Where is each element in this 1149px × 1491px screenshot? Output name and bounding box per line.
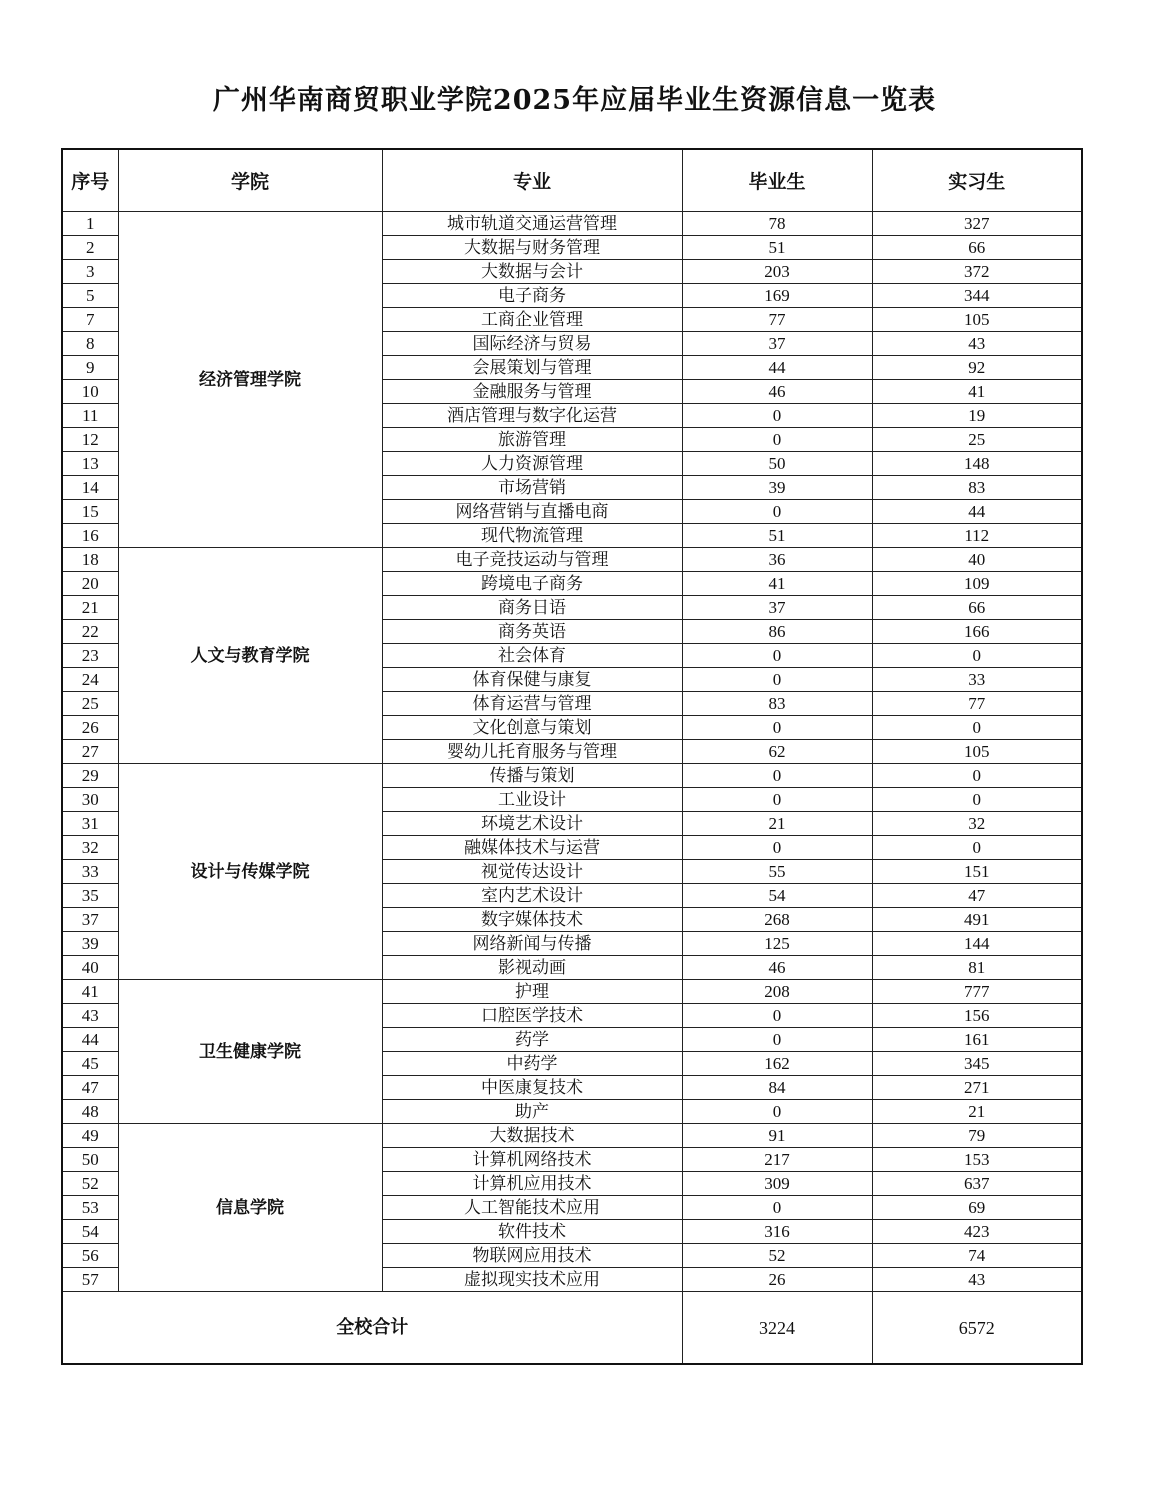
graduates-count: 50 — [682, 452, 872, 476]
graduates-count: 169 — [682, 284, 872, 308]
major-name: 国际经济与贸易 — [382, 332, 682, 356]
major-name: 酒店管理与数字化运营 — [382, 404, 682, 428]
graduates-count: 217 — [682, 1148, 872, 1172]
interns-count: 41 — [872, 380, 1082, 404]
table-row — [62, 1124, 1082, 1148]
row-number: 41 — [62, 980, 118, 1004]
interns-count: 32 — [872, 812, 1082, 836]
graduates-count: 0 — [682, 404, 872, 428]
interns-count: 43 — [872, 1268, 1082, 1292]
interns-count: 83 — [872, 476, 1082, 500]
graduates-count: 52 — [682, 1244, 872, 1268]
table-row — [62, 548, 1082, 572]
header-interns: 实习生 — [872, 149, 1082, 212]
college-name: 设计与传媒学院 — [118, 764, 382, 980]
row-number: 26 — [62, 716, 118, 740]
header-graduates: 毕业生 — [682, 149, 872, 212]
row-number: 25 — [62, 692, 118, 716]
row-number: 8 — [62, 332, 118, 356]
row-number: 2 — [62, 236, 118, 260]
major-name: 融媒体技术与运营 — [382, 836, 682, 860]
major-name: 计算机应用技术 — [382, 1172, 682, 1196]
row-number: 32 — [62, 836, 118, 860]
interns-count: 423 — [872, 1220, 1082, 1244]
major-name: 婴幼儿托育服务与管理 — [382, 740, 682, 764]
interns-count: 19 — [872, 404, 1082, 428]
major-name: 中医康复技术 — [382, 1076, 682, 1100]
graduates-count: 44 — [682, 356, 872, 380]
graduates-count: 0 — [682, 716, 872, 740]
graduates-count: 0 — [682, 644, 872, 668]
major-name: 人力资源管理 — [382, 452, 682, 476]
row-number: 11 — [62, 404, 118, 428]
graduates-count: 62 — [682, 740, 872, 764]
graduates-count: 0 — [682, 1100, 872, 1124]
major-name: 计算机网络技术 — [382, 1148, 682, 1172]
header-college: 学院 — [118, 149, 382, 212]
interns-count: 69 — [872, 1196, 1082, 1220]
interns-count: 0 — [872, 716, 1082, 740]
row-number: 1 — [62, 212, 118, 236]
major-name: 社会体育 — [382, 644, 682, 668]
graduates-count: 78 — [682, 212, 872, 236]
interns-count: 44 — [872, 500, 1082, 524]
major-name: 电子竞技运动与管理 — [382, 548, 682, 572]
interns-count: 74 — [872, 1244, 1082, 1268]
interns-count: 81 — [872, 956, 1082, 980]
interns-count: 105 — [872, 740, 1082, 764]
major-name: 现代物流管理 — [382, 524, 682, 548]
graduates-count: 125 — [682, 932, 872, 956]
graduates-count: 0 — [682, 764, 872, 788]
interns-count: 43 — [872, 332, 1082, 356]
interns-count: 109 — [872, 572, 1082, 596]
major-name: 文化创意与策划 — [382, 716, 682, 740]
major-name: 大数据与会计 — [382, 260, 682, 284]
row-number: 7 — [62, 308, 118, 332]
row-number: 27 — [62, 740, 118, 764]
interns-count: 47 — [872, 884, 1082, 908]
interns-count: 25 — [872, 428, 1082, 452]
interns-count: 144 — [872, 932, 1082, 956]
row-number: 10 — [62, 380, 118, 404]
interns-count: 0 — [872, 788, 1082, 812]
interns-count: 112 — [872, 524, 1082, 548]
row-number: 43 — [62, 1004, 118, 1028]
graduates-count: 208 — [682, 980, 872, 1004]
interns-count: 0 — [872, 764, 1082, 788]
major-name: 中药学 — [382, 1052, 682, 1076]
major-name: 商务日语 — [382, 596, 682, 620]
row-number: 37 — [62, 908, 118, 932]
interns-count: 166 — [872, 620, 1082, 644]
table-header-row — [62, 149, 1082, 212]
major-name: 工业设计 — [382, 788, 682, 812]
major-name: 软件技术 — [382, 1220, 682, 1244]
interns-count: 92 — [872, 356, 1082, 380]
graduates-count: 39 — [682, 476, 872, 500]
major-name: 电子商务 — [382, 284, 682, 308]
graduates-count: 26 — [682, 1268, 872, 1292]
row-number: 3 — [62, 260, 118, 284]
college-name: 信息学院 — [118, 1124, 382, 1292]
graduates-count: 83 — [682, 692, 872, 716]
row-number: 31 — [62, 812, 118, 836]
graduates-count: 55 — [682, 860, 872, 884]
row-number: 44 — [62, 1028, 118, 1052]
graduates-count: 0 — [682, 836, 872, 860]
major-name: 助产 — [382, 1100, 682, 1124]
major-name: 市场营销 — [382, 476, 682, 500]
document-title: 广州华南商贸职业学院2025年应届毕业生资源信息一览表 — [212, 85, 937, 116]
interns-count: 148 — [872, 452, 1082, 476]
graduates-count: 37 — [682, 596, 872, 620]
graduates-count: 54 — [682, 884, 872, 908]
graduates-count: 77 — [682, 308, 872, 332]
row-number: 54 — [62, 1220, 118, 1244]
major-name: 人工智能技术应用 — [382, 1196, 682, 1220]
graduates-count: 0 — [682, 1004, 872, 1028]
row-number: 57 — [62, 1268, 118, 1292]
interns-count: 777 — [872, 980, 1082, 1004]
row-number: 20 — [62, 572, 118, 596]
graduates-count: 162 — [682, 1052, 872, 1076]
major-name: 数字媒体技术 — [382, 908, 682, 932]
graduates-count: 51 — [682, 524, 872, 548]
interns-count: 33 — [872, 668, 1082, 692]
row-number: 24 — [62, 668, 118, 692]
major-name: 传播与策划 — [382, 764, 682, 788]
major-name: 工商企业管理 — [382, 308, 682, 332]
graduates-count: 316 — [682, 1220, 872, 1244]
interns-count: 40 — [872, 548, 1082, 572]
interns-count: 66 — [872, 236, 1082, 260]
major-name: 旅游管理 — [382, 428, 682, 452]
table-row — [62, 980, 1082, 1004]
row-number: 16 — [62, 524, 118, 548]
major-name: 护理 — [382, 980, 682, 1004]
graduates-count: 41 — [682, 572, 872, 596]
row-number: 30 — [62, 788, 118, 812]
graduates-count: 91 — [682, 1124, 872, 1148]
row-number: 9 — [62, 356, 118, 380]
row-number: 39 — [62, 932, 118, 956]
interns-count: 21 — [872, 1100, 1082, 1124]
graduates-count: 0 — [682, 1028, 872, 1052]
row-number: 22 — [62, 620, 118, 644]
graduates-count: 0 — [682, 428, 872, 452]
interns-count: 151 — [872, 860, 1082, 884]
graduates-count: 0 — [682, 788, 872, 812]
row-number: 12 — [62, 428, 118, 452]
interns-count: 0 — [872, 644, 1082, 668]
row-number: 33 — [62, 860, 118, 884]
major-name: 物联网应用技术 — [382, 1244, 682, 1268]
major-name: 环境艺术设计 — [382, 812, 682, 836]
graduates-count: 37 — [682, 332, 872, 356]
graduates-count: 84 — [682, 1076, 872, 1100]
row-number: 40 — [62, 956, 118, 980]
row-number: 14 — [62, 476, 118, 500]
interns-count: 345 — [872, 1052, 1082, 1076]
row-number: 15 — [62, 500, 118, 524]
major-name: 影视动画 — [382, 956, 682, 980]
row-number: 49 — [62, 1124, 118, 1148]
major-name: 体育保健与康复 — [382, 668, 682, 692]
major-name: 金融服务与管理 — [382, 380, 682, 404]
interns-count: 0 — [872, 836, 1082, 860]
college-name: 人文与教育学院 — [118, 548, 382, 764]
graduates-count: 46 — [682, 956, 872, 980]
major-name: 视觉传达设计 — [382, 860, 682, 884]
row-number: 52 — [62, 1172, 118, 1196]
major-name: 大数据与财务管理 — [382, 236, 682, 260]
graduates-count: 36 — [682, 548, 872, 572]
interns-count: 372 — [872, 260, 1082, 284]
row-number: 35 — [62, 884, 118, 908]
header-major: 专业 — [382, 149, 682, 212]
major-name: 网络营销与直播电商 — [382, 500, 682, 524]
major-name: 跨境电子商务 — [382, 572, 682, 596]
row-number: 18 — [62, 548, 118, 572]
total-label: 全校合计 — [62, 1292, 682, 1365]
interns-count: 327 — [872, 212, 1082, 236]
total-interns: 6572 — [872, 1292, 1082, 1365]
total-row — [62, 1292, 1082, 1365]
major-name: 药学 — [382, 1028, 682, 1052]
interns-count: 156 — [872, 1004, 1082, 1028]
college-name: 卫生健康学院 — [118, 980, 382, 1124]
row-number: 45 — [62, 1052, 118, 1076]
row-number: 29 — [62, 764, 118, 788]
major-name: 体育运营与管理 — [382, 692, 682, 716]
row-number: 53 — [62, 1196, 118, 1220]
graduates-count: 0 — [682, 668, 872, 692]
graduates-count: 46 — [682, 380, 872, 404]
row-number: 23 — [62, 644, 118, 668]
interns-count: 79 — [872, 1124, 1082, 1148]
interns-count: 66 — [872, 596, 1082, 620]
interns-count: 491 — [872, 908, 1082, 932]
interns-count: 344 — [872, 284, 1082, 308]
major-name: 商务英语 — [382, 620, 682, 644]
row-number: 5 — [62, 284, 118, 308]
interns-count: 637 — [872, 1172, 1082, 1196]
interns-count: 153 — [872, 1148, 1082, 1172]
major-name: 虚拟现实技术应用 — [382, 1268, 682, 1292]
interns-count: 271 — [872, 1076, 1082, 1100]
row-number: 47 — [62, 1076, 118, 1100]
graduates-count: 0 — [682, 1196, 872, 1220]
interns-count: 105 — [872, 308, 1082, 332]
header-no: 序号 — [62, 149, 118, 212]
graduates-count: 51 — [682, 236, 872, 260]
graduate-resource-table — [61, 148, 1083, 1365]
major-name: 大数据技术 — [382, 1124, 682, 1148]
major-name: 会展策划与管理 — [382, 356, 682, 380]
table-body — [62, 212, 1082, 1292]
row-number: 21 — [62, 596, 118, 620]
interns-count: 77 — [872, 692, 1082, 716]
row-number: 13 — [62, 452, 118, 476]
graduates-count: 21 — [682, 812, 872, 836]
college-name: 经济管理学院 — [118, 212, 382, 548]
graduates-count: 203 — [682, 260, 872, 284]
row-number: 56 — [62, 1244, 118, 1268]
graduates-count: 0 — [682, 500, 872, 524]
table-row — [62, 764, 1082, 788]
total-graduates: 3224 — [682, 1292, 872, 1365]
graduates-count: 86 — [682, 620, 872, 644]
major-name: 口腔医学技术 — [382, 1004, 682, 1028]
interns-count: 161 — [872, 1028, 1082, 1052]
major-name: 城市轨道交通运营管理 — [382, 212, 682, 236]
major-name: 网络新闻与传播 — [382, 932, 682, 956]
graduates-count: 309 — [682, 1172, 872, 1196]
table-row — [62, 212, 1082, 236]
major-name: 室内艺术设计 — [382, 884, 682, 908]
graduates-count: 268 — [682, 908, 872, 932]
row-number: 48 — [62, 1100, 118, 1124]
row-number: 50 — [62, 1148, 118, 1172]
